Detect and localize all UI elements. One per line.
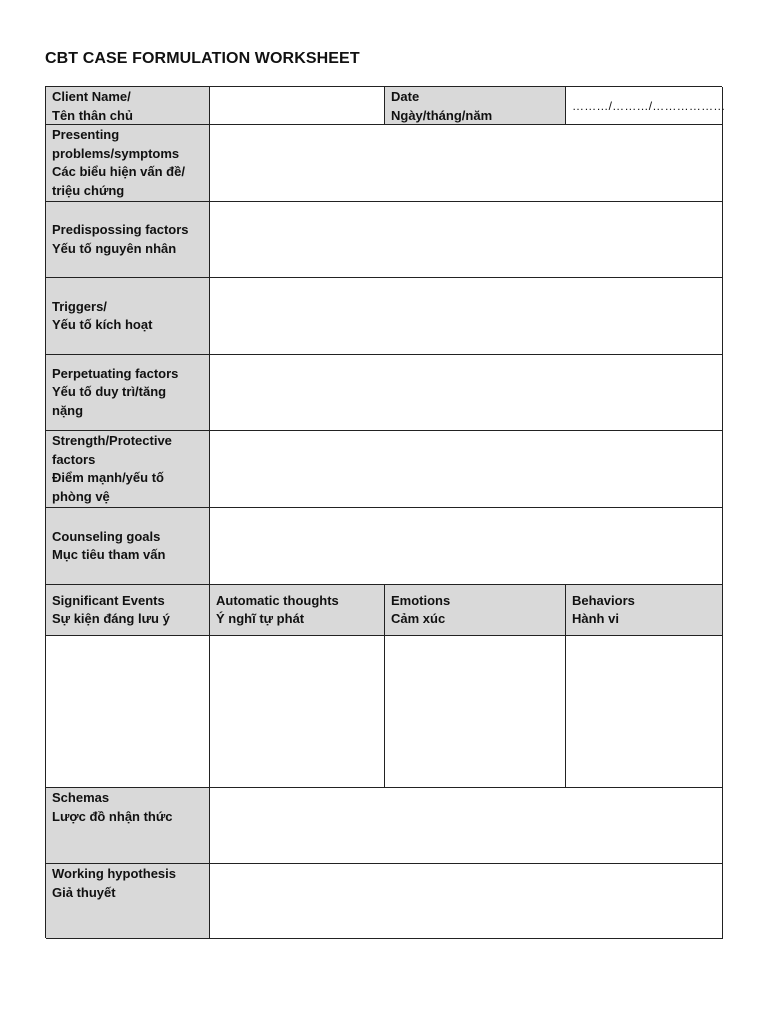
emotions-field[interactable] xyxy=(385,636,566,788)
behaviors-label: Behaviors Hành vi xyxy=(572,592,635,626)
date-placeholder: ………/………/……………… xyxy=(572,98,726,113)
emotions-header xyxy=(385,585,566,636)
automatic-thoughts-label: Automatic thoughts Ý nghĩ tự phát xyxy=(216,592,339,626)
schemas-label: Schemas Lược đồ nhận thức xyxy=(52,790,173,824)
triggers-label-cell xyxy=(46,278,210,355)
strength-protective-label-cell xyxy=(46,431,210,508)
presenting-problems-field[interactable] xyxy=(210,125,723,202)
predisposing-factors-label-cell xyxy=(46,202,210,278)
automatic-thoughts-header xyxy=(210,585,385,636)
triggers-label: Triggers/ Yếu tố kích hoạt xyxy=(52,298,153,332)
client-name-label: Client Name/ Tên thân chủ xyxy=(52,89,133,123)
counseling-goals-label: Counseling goals Mục tiêu tham vấn xyxy=(52,528,166,562)
date-field[interactable] xyxy=(566,87,726,125)
emotions-label: Emotions Cảm xúc xyxy=(391,592,451,626)
predisposing-factors-label: Predispossing factors Yếu tố nguyên nhân xyxy=(52,222,189,256)
significant-events-label: Significant Events Sự kiện đáng lưu ý xyxy=(52,592,170,626)
behaviors-header xyxy=(566,585,723,636)
counseling-goals-field[interactable] xyxy=(210,508,723,585)
client-name-label-cell xyxy=(46,87,210,125)
perpetuating-factors-label: Perpetuating factors Yếu tố duy trì/tăng nặng xyxy=(52,365,179,418)
date-label-cell xyxy=(385,87,566,125)
worksheet-title: CBT CASE FORMULATION WORKSHEET xyxy=(45,50,360,67)
date-label: Date Ngày/tháng/năm xyxy=(391,89,493,123)
counseling-goals-label-cell xyxy=(46,508,210,585)
schemas-label-cell xyxy=(46,788,210,864)
predisposing-factors-field[interactable] xyxy=(210,202,723,278)
working-hypothesis-field[interactable] xyxy=(210,864,723,939)
presenting-problems-label-cell xyxy=(46,125,210,202)
strength-protective-label: Strength/Protective factors Điểm mạnh/yếu tố phòng vệ xyxy=(52,433,172,504)
perpetuating-factors-label-cell xyxy=(46,355,210,431)
perpetuating-factors-field[interactable] xyxy=(210,355,723,431)
working-hypothesis-label: Working hypothesis Giả thuyết xyxy=(52,866,176,900)
significant-events-field[interactable] xyxy=(46,636,210,788)
automatic-thoughts-field[interactable] xyxy=(210,636,385,788)
client-name-field[interactable] xyxy=(210,87,385,125)
presenting-problems-label: Presenting problems/symptoms Các biểu hiện vấn đề/ triệu chứng xyxy=(52,127,185,198)
working-hypothesis-label-cell xyxy=(46,864,210,939)
strength-protective-field[interactable] xyxy=(210,431,723,508)
behaviors-field[interactable] xyxy=(566,636,723,788)
significant-events-header xyxy=(46,585,210,636)
schemas-field[interactable] xyxy=(210,788,723,864)
worksheet-table xyxy=(45,86,726,938)
triggers-field[interactable] xyxy=(210,278,723,355)
